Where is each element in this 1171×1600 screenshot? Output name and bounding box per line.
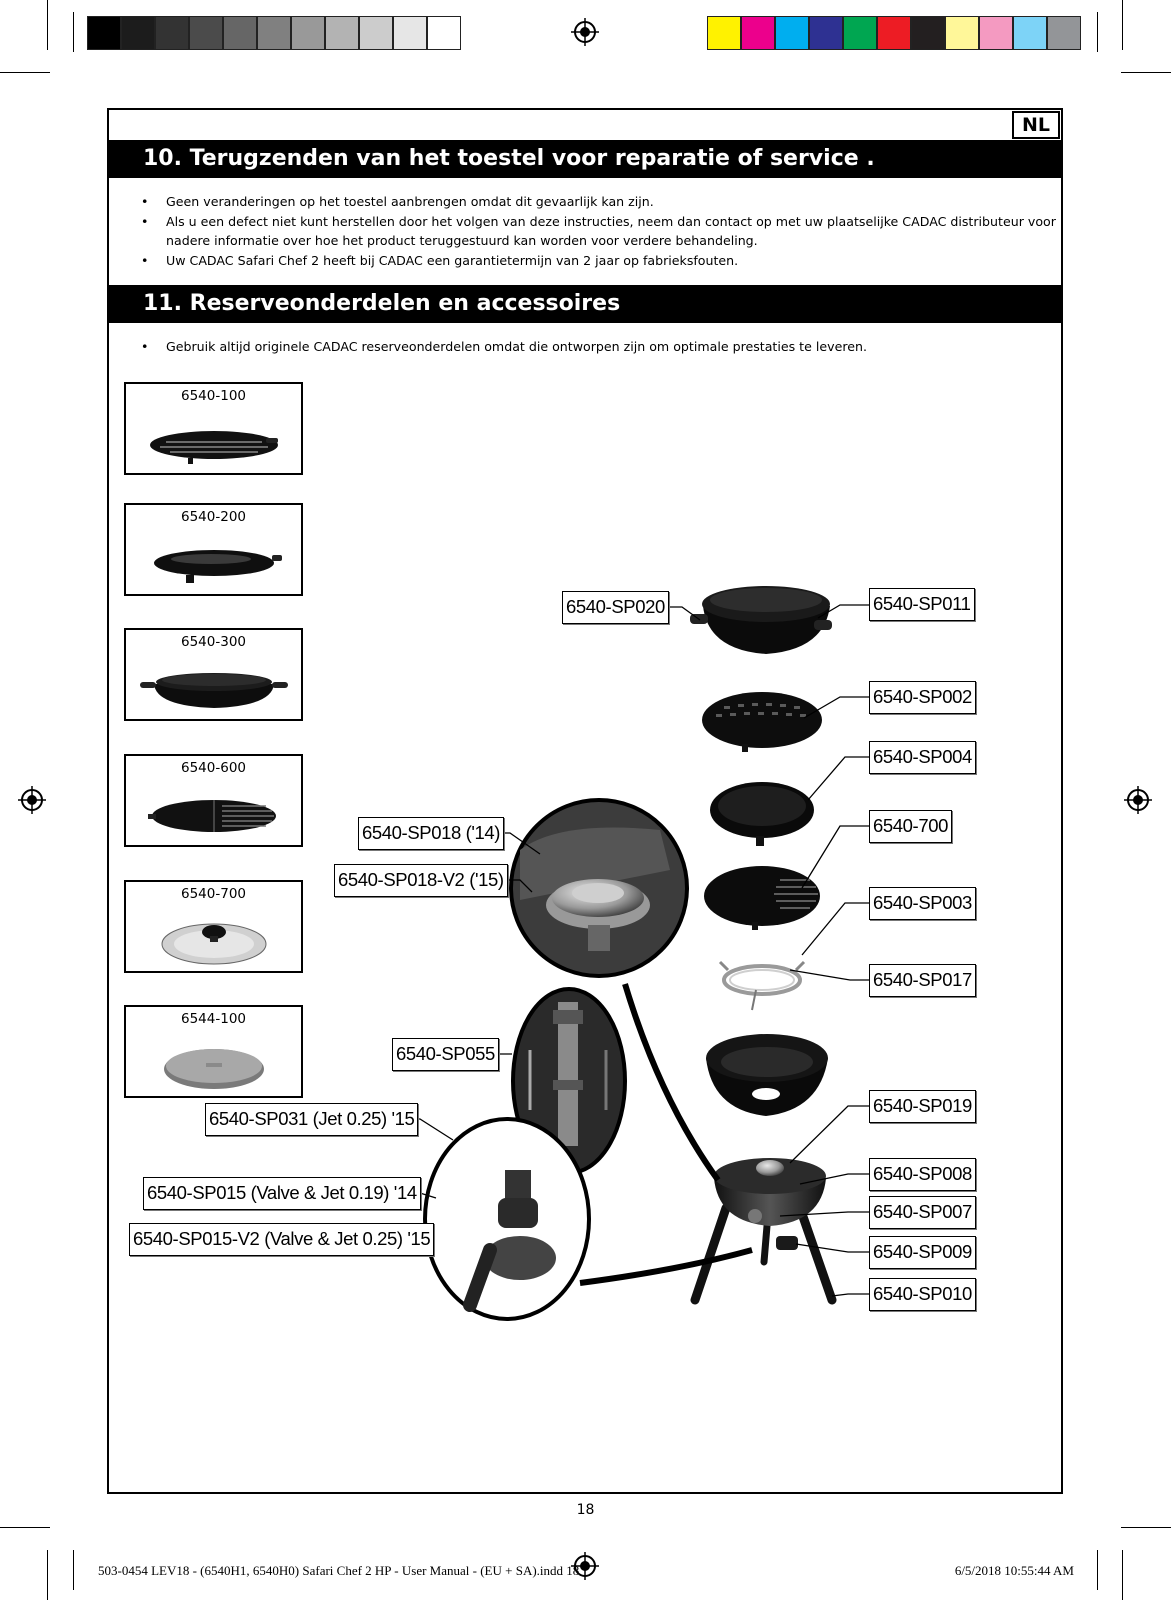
callout-6540-sp011: 6540-SP011 [869, 588, 975, 621]
accessory-code: 6540-600 [181, 760, 246, 776]
callout-6540-sp018-v2: 6540-SP018-V2 ('15) [334, 864, 508, 897]
accessory-code: 6540-700 [181, 886, 246, 902]
bullet-item: • Uw CADAC Safari Chef 2 heeft bij CADAC een garantietermijn van 2 jaar op fabrieksfouten. [141, 251, 1061, 271]
callout-6540-sp020: 6540-SP020 [562, 591, 669, 624]
footer-file-info: 503-0454 LEV18 - (6540H1, 6540H0) Safari Chef 2 HP - User Manual - (EU + SA).indd 18 [98, 1563, 580, 1578]
callout-6540-sp008: 6540-SP008 [869, 1158, 976, 1191]
bullet-item: • Als u een defect niet kunt herstellen door het volgen van deze instructies, neem dan contact op met uw plaatselijke CADAC distributeur voor nadere informatie over hoe het product teruggestuurd kan worden voor verdere behandeling. [141, 212, 1061, 251]
accessory-code: 6540-200 [181, 509, 246, 525]
bullet-item: • Geen veranderingen op het toestel aanbrengen omdat dit gevaarlijk kan zijn. [141, 192, 1061, 212]
callout-6540-sp002: 6540-SP002 [869, 681, 976, 714]
page-number: 18 [576, 1502, 595, 1518]
callout-6540-sp017: 6540-SP017 [869, 964, 976, 997]
wok-pan-part [690, 586, 832, 654]
bullet-item: • Gebruik altijd originele CADAC reserveonderdelen omdat die ontworpen zijn om optimale prestaties te leveren. [141, 337, 1061, 357]
callout-6540-700: 6540-700 [869, 810, 952, 843]
callout-6540-sp004: 6540-SP004 [869, 741, 976, 774]
accessory-code: 6540-100 [181, 388, 246, 404]
pot-support-part [720, 962, 804, 1010]
callout-6540-sp019: 6540-SP019 [869, 1090, 976, 1123]
burner-bowl-part [706, 1034, 828, 1116]
language-badge: NL [1012, 111, 1060, 139]
callout-6540-sp015-v2: 6540-SP015-V2 (Valve & Jet 0.25) '15 [129, 1223, 434, 1256]
section-11-heading: 11. Reserveonderdelen en accessoires [109, 285, 1061, 323]
callout-6540-sp055: 6540-SP055 [392, 1038, 499, 1071]
callout-6540-sp031: 6540-SP031 (Jet 0.25) '15 [205, 1103, 418, 1136]
callout-6540-sp009: 6540-SP009 [869, 1236, 976, 1269]
valve-zoom-detail [425, 1119, 589, 1319]
footer-timestamp: 6/5/2018 10:55:44 AM [954, 1563, 1074, 1578]
accessory-code: 6544-100 [181, 1011, 246, 1027]
callout-6540-sp007: 6540-SP007 [869, 1196, 976, 1229]
callout-6540-sp010: 6540-SP010 [869, 1278, 976, 1311]
half-grill-plate-part [704, 866, 820, 930]
callout-6540-sp003: 6540-SP003 [869, 887, 976, 920]
section-10-heading: 10. Terugzenden van het toestel voor reparatie of service . [109, 140, 1061, 178]
grill-plate-part [702, 692, 822, 752]
callout-6540-sp018: 6540-SP018 ('14) [358, 817, 504, 850]
accessory-code: 6540-300 [181, 634, 246, 650]
callout-6540-sp015: 6540-SP015 (Valve & Jet 0.19) '14 [143, 1177, 421, 1210]
burner-zoom-detail [511, 800, 687, 976]
flat-plate-part [710, 782, 814, 846]
